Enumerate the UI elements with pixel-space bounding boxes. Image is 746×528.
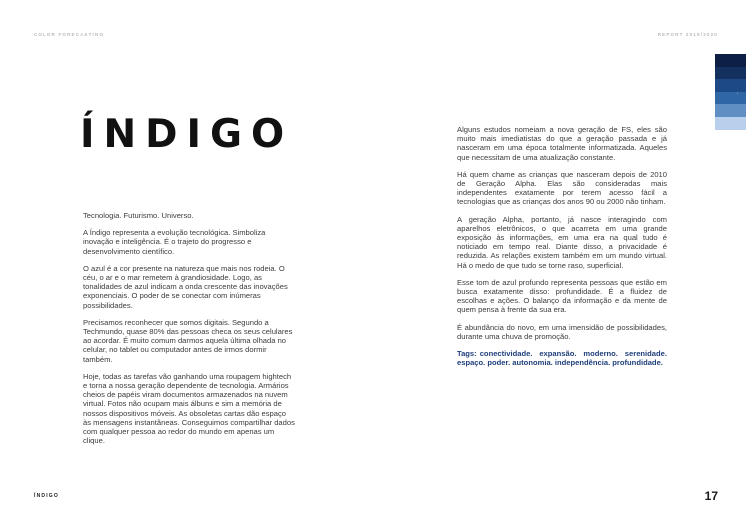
color-swatch-strip [715, 54, 746, 130]
right-paragraph-3: A geração Alpha, portanto, já nasce interagindo com aparelhos eletrônicos, o que acarreta em uma grande exposição às informações, em uma era na qual tudo é noticiado em tempo real. Diante disso, a privacidade é reduzida. As relações existem também em um mundo virtual. Há o medo de que tudo se torne raso, superficial. [457, 214, 667, 270]
swatch-5 [715, 104, 746, 117]
swatch-3 [715, 79, 746, 92]
header-left-label: COLOR FORECASTING [34, 32, 105, 37]
header-right-label: REPORT 2019/2020 [657, 32, 718, 37]
right-column [457, 125, 667, 375]
left-paragraph-1: Tecnologia. Futurismo. Universo. [83, 211, 194, 220]
right-paragraph-4: Esse tom de azul profundo representa pessoas que estão em busca exatamente disso: profundidade. É a fluidez de escolhas e ações. O balanço da informação e da mente de quem pensa à frente da sua era. [457, 277, 667, 315]
right-paragraph-1: Alguns estudos nomeiam a nova geração de FS, eles são muito mais imediatistas do que a geração passada e já nasceram em uma época totalmente informatizada. Aqueles que necessitam de uma atualização constante. [457, 125, 667, 162]
tags-line [457, 349, 667, 367]
swatch-6 [715, 117, 746, 130]
swatch-4 [715, 92, 746, 105]
swatch-1 [715, 54, 746, 67]
left-paragraph-2: A Índigo representa a evolução tecnológica. Simboliza inovação e inteligência. É o trajeto do progresso e desenvolvimento científico. [83, 228, 266, 256]
left-paragraph-3: O azul é a cor presente na natureza que mais nos rodeia. O céu, o ar e o mar remetem à grandiosidade. Logo, as tonalidades de azul indicam a onda crescente das inovações exponenciais. O poder de se conectar com inúmeras possibilidades. [83, 263, 288, 310]
tags-list: conectividade. expansão. moderno. serenidade. espaço. poder. autonomia. independência. profundidade. [457, 349, 667, 368]
right-paragraph-2: Há quem chame as crianças que nasceram depois de 2010 de Geração Alpha. Elas são consideradas mais independentes exatamente por terem acesso fácil a tecnologias que as crianças dos anos 90 ou 2000 não tinham. [457, 169, 667, 207]
tags-label: Tags: [457, 349, 477, 359]
page-number: 17 [704, 489, 718, 503]
left-paragraph-5: Hoje, todas as tarefas vão ganhando uma roupagem hightech e torna a nossa geração dependente de tecnologia. Armários cheios de papéis viram documentos armazenados na nuvem virtual. Fotos não ocupam mais álbuns e sim a memória de nossos dispositivos móveis. As obsoletas cartas dão espaço às mensagens instantâneas. Conseguimos compartilhar dados com qualquer pessoa ao redor do mundo em apenas um clique. [83, 371, 295, 446]
swatch-2 [715, 67, 746, 80]
swatch-marker: ▪ [736, 91, 738, 95]
right-paragraph-5: É abundância do novo, em uma imensidão de possibilidades, durante uma chuva de promoção. [457, 322, 667, 341]
left-column [83, 211, 295, 453]
page-title: ÍNDIGO [80, 112, 294, 157]
left-paragraph-4: Precisamos reconhecer que somos digitais. Segundo a Techmundo, quase 80% das pessoas checa os seus celulares ao acordar. É muito comum darmos aquela última olhada no celular, no tablet ou computador antes de irmos dormir também. [83, 317, 293, 364]
footer-section-label: ÍNDIGO [34, 493, 59, 499]
